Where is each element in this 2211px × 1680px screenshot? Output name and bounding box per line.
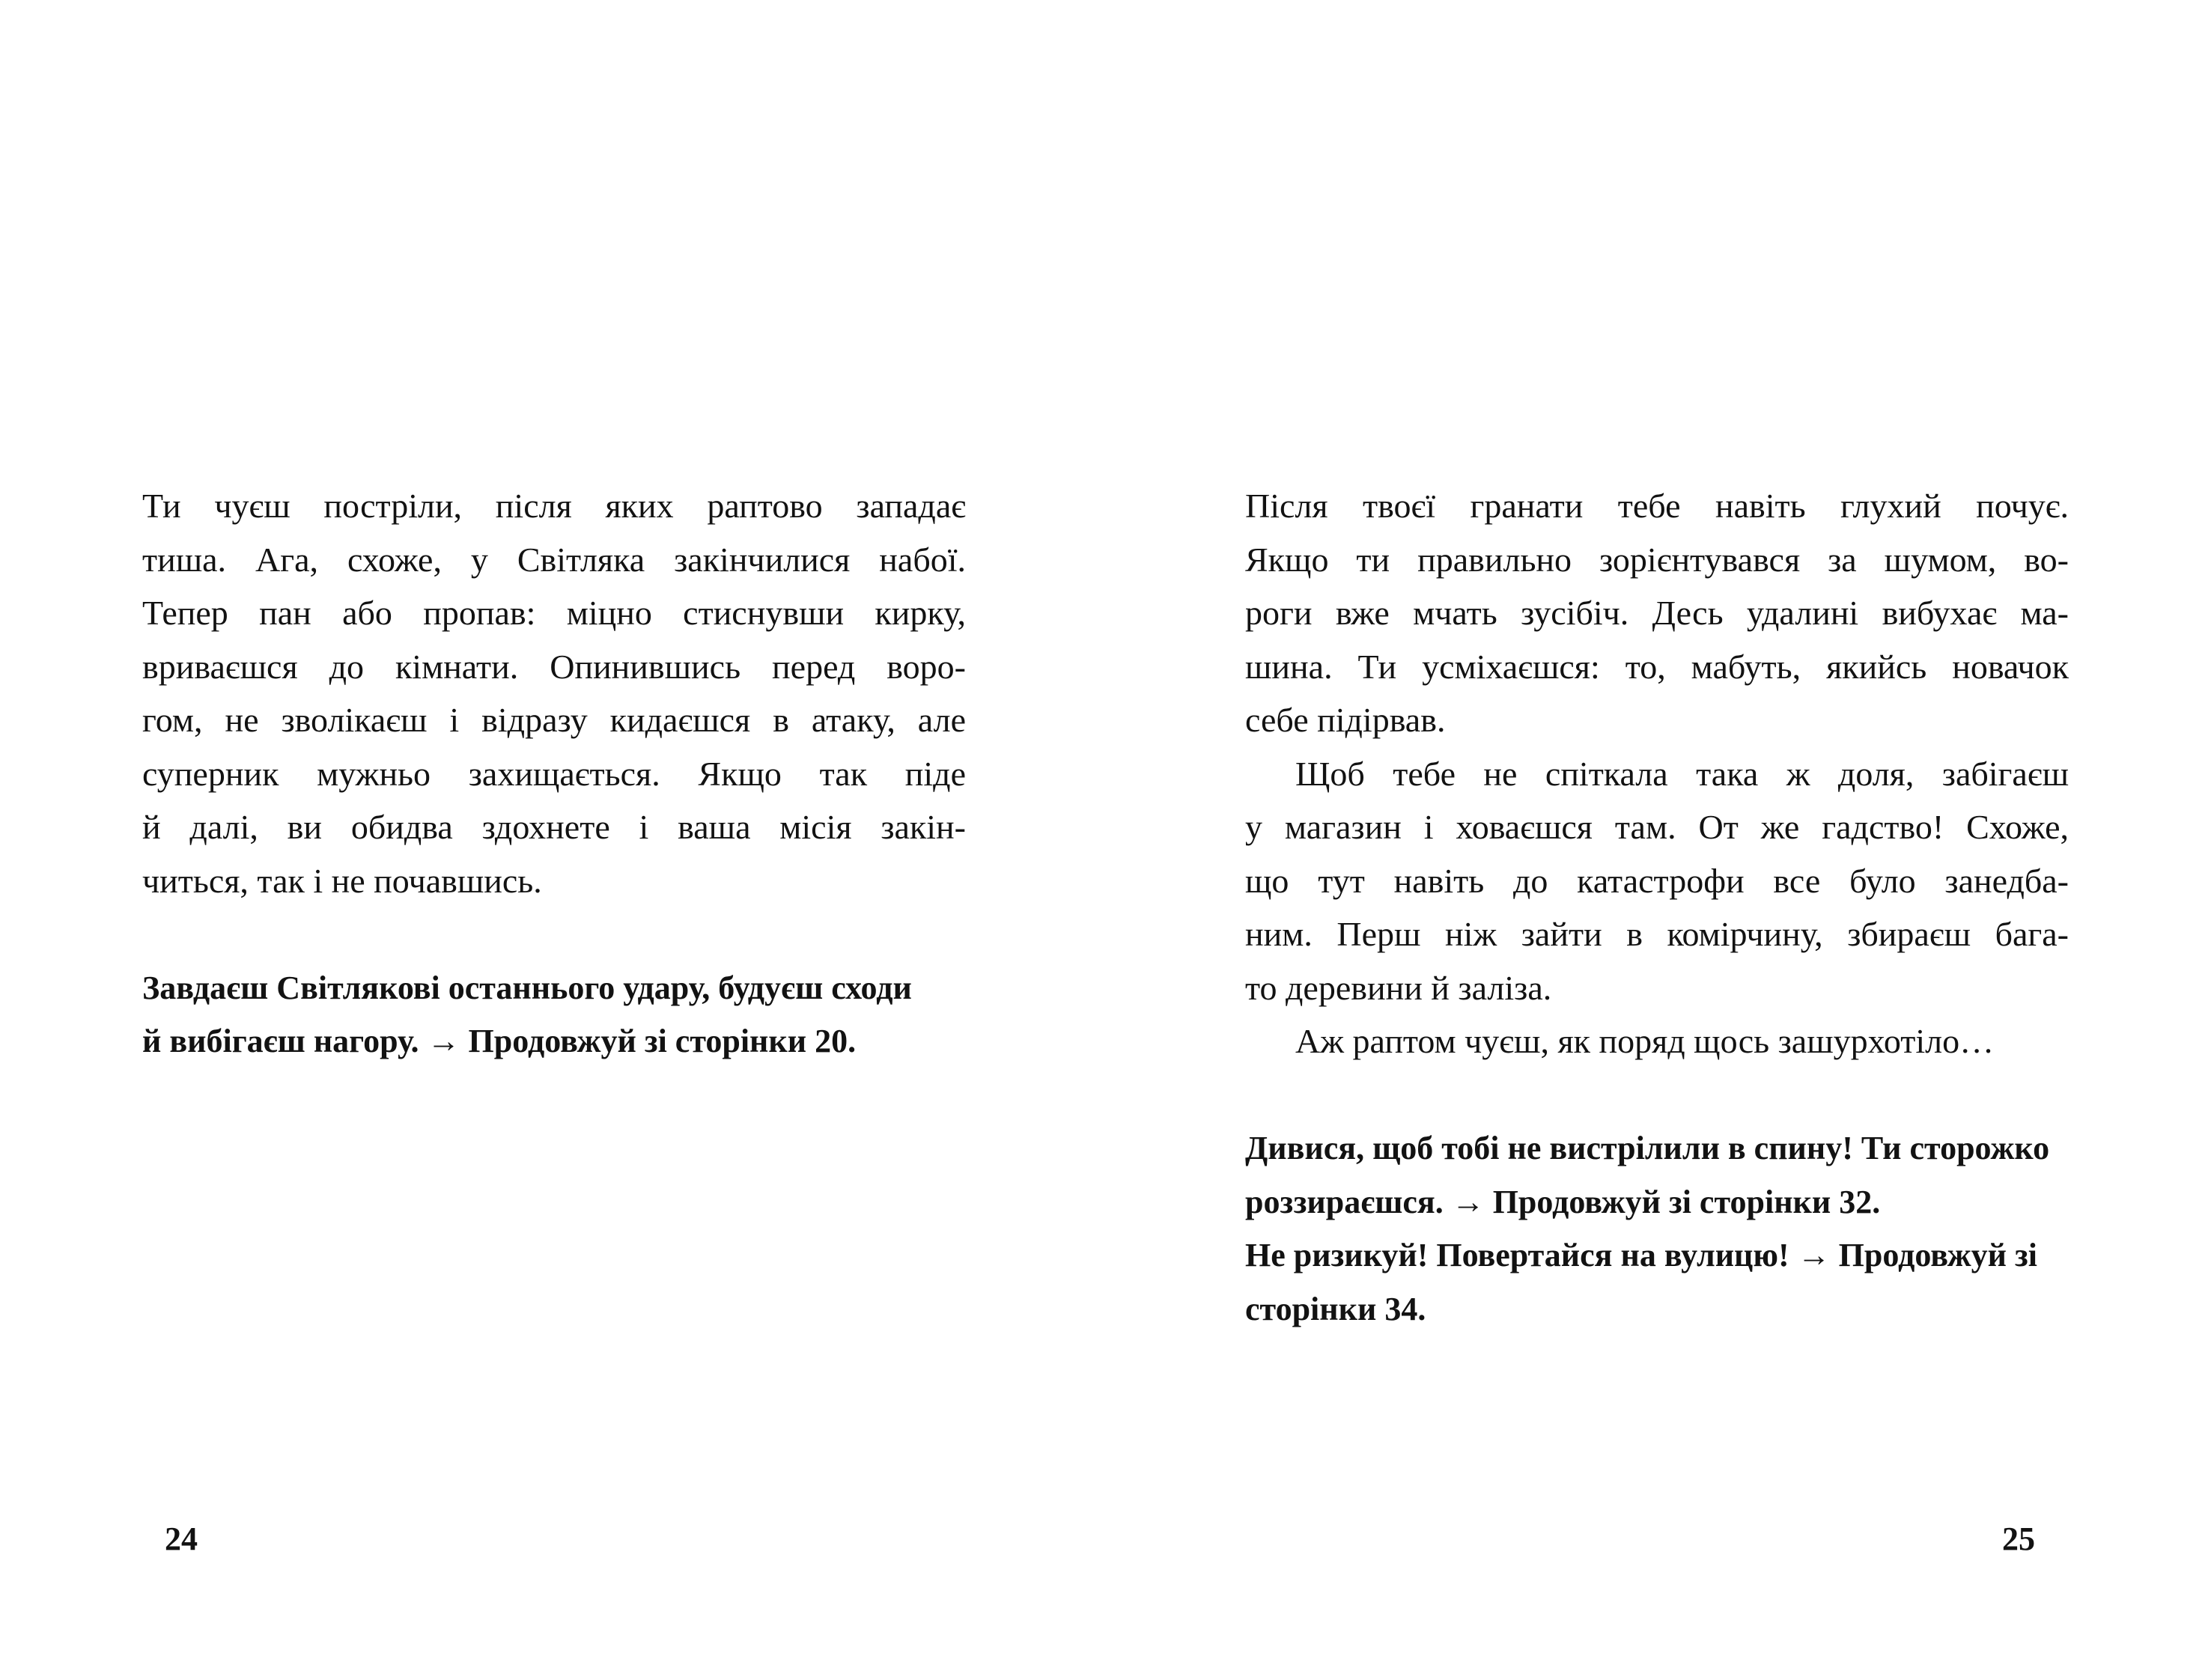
- body-line: Аж раптом чуєш, як поряд щось зашурхотіло…: [1295, 1022, 1995, 1060]
- body-line: гом, не зволікаєш і відразу кидаєшся в атаку, але: [142, 701, 966, 739]
- body-line: Тепер пан або пропав: міцно стиснувши кирку,: [142, 594, 966, 632]
- body-line: й далі, ви обидва здохнете і ваша місія закін-: [142, 808, 966, 846]
- blank-line: [142, 907, 966, 961]
- body-line: Ти чуєш постріли, після яких раптово западає: [142, 487, 966, 525]
- body-line: суперник мужньо захищається. Якщо так піде: [142, 754, 966, 793]
- choice-line: Завдаєш Світлякові останнього удару, будуєш сходи: [142, 969, 912, 1006]
- right-page-text: [1245, 479, 2069, 1336]
- blank-line: [1245, 1068, 2069, 1122]
- choice-line: роззираєшся. → Продовжуй зі сторінки 32.: [1245, 1183, 1881, 1220]
- body-line: що тут навіть до катастрофи все було занедба-: [1245, 861, 2069, 900]
- body-line: читься, так і не почавшись.: [142, 861, 542, 900]
- page-number-left: 24: [165, 1521, 198, 1557]
- choice-line: й вибігаєш нагору. → Продовжуй зі сторінки 20.: [142, 1023, 857, 1059]
- body-line: у магазин і ховаєшся там. От же гадство! Схоже,: [1245, 808, 2069, 846]
- body-line: шина. Ти усміхаєшся: то, мабуть, якийсь новачок: [1245, 647, 2069, 686]
- body-line: Щоб тебе не спіткала така ж доля, забігаєш: [1295, 754, 2069, 793]
- choice-line: Дивися, щоб тобі не вистрілили в спину! Ти сторожко: [1245, 1130, 2050, 1166]
- choice-line: сторінки 34.: [1245, 1290, 1426, 1327]
- body-line: роги вже мчать зусібіч. Десь удалині вибухає ма-: [1245, 594, 2069, 632]
- left-page-text: [142, 479, 966, 1068]
- body-line: то деревини й заліза.: [1245, 968, 1552, 1007]
- body-line: Якщо ти правильно зорієнтувався за шумом, во-: [1245, 540, 2069, 579]
- choice-line: Не ризикуй! Повертайся на вулицю! → Продовжуй зі: [1245, 1237, 2037, 1273]
- body-line: вриваєшся до кімнати. Опинившись перед воро-: [142, 647, 966, 686]
- page-number-right: 25: [2002, 1521, 2035, 1557]
- body-line: себе підірвав.: [1245, 701, 1446, 739]
- body-line: тиша. Ага, схоже, у Світляка закінчилися набої.: [142, 540, 966, 579]
- body-line: ним. Перш ніж зайти в комірчину, збираєш бага-: [1245, 915, 2069, 953]
- body-line: Після твоєї гранати тебе навіть глухий почує.: [1245, 487, 2069, 525]
